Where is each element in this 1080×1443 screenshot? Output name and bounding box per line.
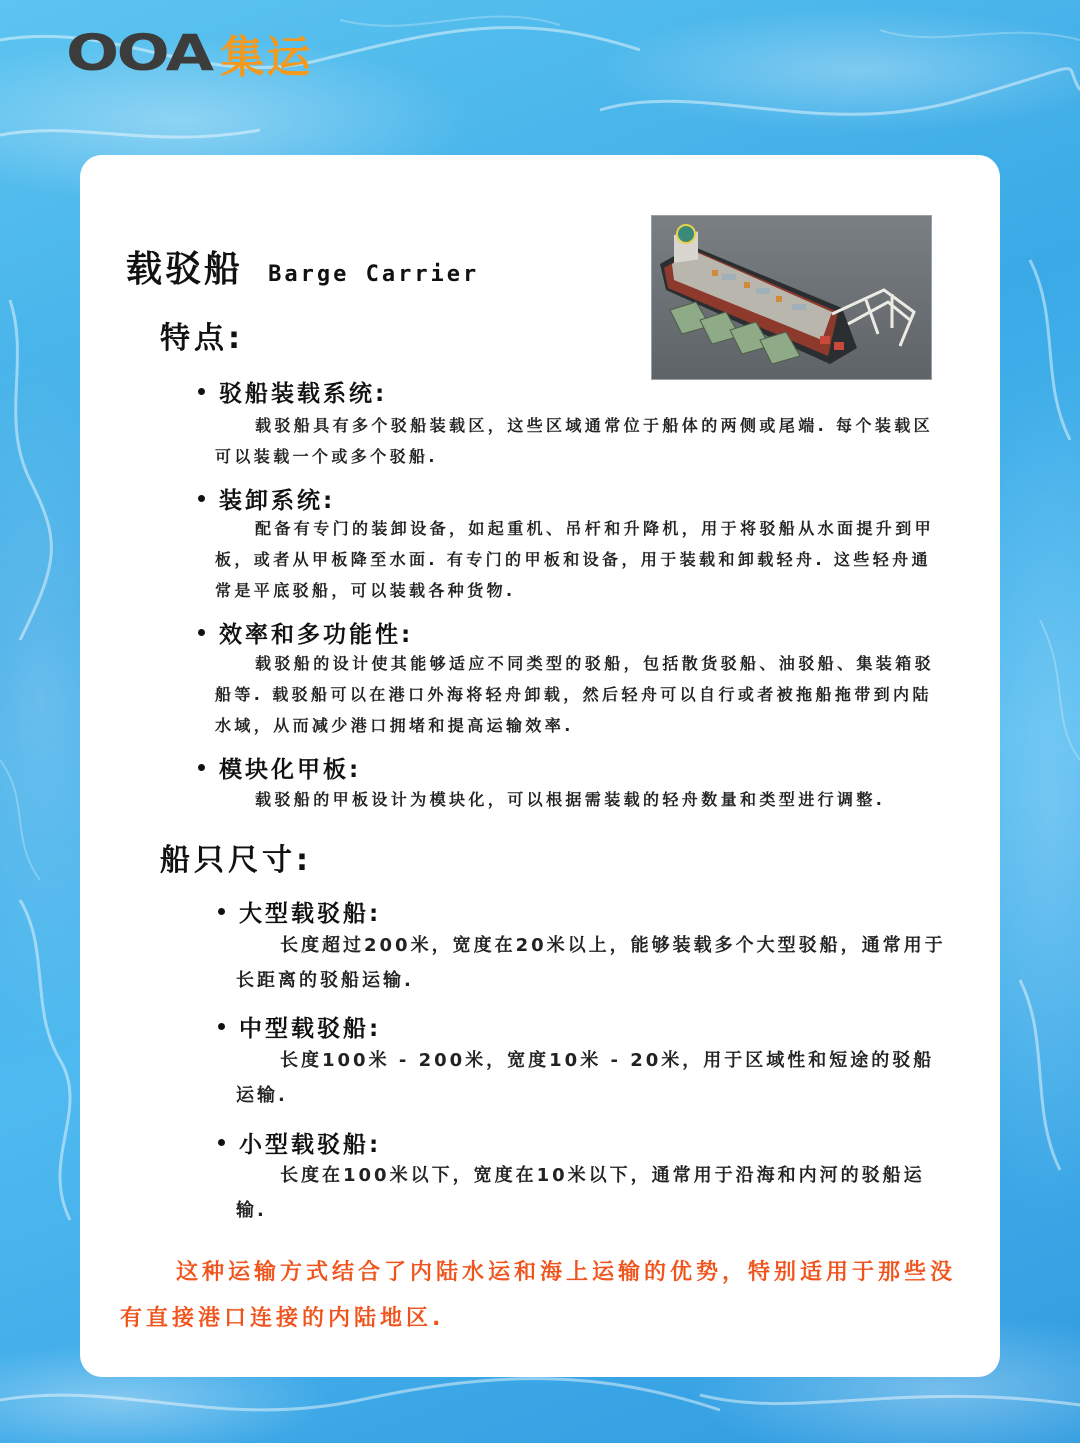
feature-item-title: 模块化甲板:: [198, 751, 361, 784]
conclusion-text: 这种运输方式结合了内陆水运和海上运输的优势，特别适用于那些没有直接港口连接的内陆地区.: [120, 1260, 957, 1331]
brand-logo: [66, 24, 313, 83]
features-heading: 特点:: [160, 321, 244, 356]
title-english: Barge Carrier: [268, 262, 480, 287]
size-item-title: 中型载驳船:: [218, 1010, 381, 1043]
bullet-dot-icon: [198, 764, 205, 771]
feature-item-title: 驳船装载系统:: [198, 375, 387, 408]
feature-item-text: 载驳船的甲板设计为模块化，可以根据需装载的轻舟数量和类型进行调整.: [255, 790, 886, 809]
feature-item-title: 装卸系统:: [198, 482, 335, 515]
bullet-dot-icon: [198, 629, 205, 636]
bullet-dot-icon: [198, 388, 205, 395]
size-item-title: 大型载驳船:: [218, 895, 381, 928]
sizes-heading: 船只尺寸:: [160, 843, 312, 878]
feature-item-text: 载驳船具有多个驳船装载区，这些区域通常位于船体的两侧或尾端. 每个装载区可以装载一个或多个驳船.: [215, 416, 934, 466]
bullet-dot-icon: [198, 495, 205, 502]
size-item-text: 长度超过200米，宽度在20米以上，能够装载多个大型驳船，通常用于长距离的驳船运输.: [236, 935, 946, 991]
feature-item-text: 载驳船的设计使其能够适应不同类型的驳船，包括散货驳船、油驳船、集装箱驳船等. 载驳船可以在港口外海将轻舟卸载，然后轻舟可以自行或者被拖船拖带到内陆水域，从而减少港口拥堵和提高运输效率.: [215, 654, 935, 735]
size-item-text: 长度100米 - 200米，宽度10米 - 20米，用于区域性和短途的驳船运输.: [236, 1050, 935, 1106]
bullet-dot-icon: [218, 1023, 225, 1030]
size-item-text: 长度在100米以下，宽度在10米以下，通常用于沿海和内河的驳船运输.: [236, 1165, 925, 1221]
feature-item-text: 配备有专门的装卸设备，如起重机、吊杆和升降机，用于将驳船从水面提升到甲板，或者从甲板降至水面. 有专门的甲板和设备，用于装载和卸载轻舟. 这些轻舟通常是平底驳船，可以装载各种货物.: [215, 519, 935, 600]
bullet-dot-icon: [218, 1139, 225, 1146]
feature-item-title: 效率和多功能性:: [198, 616, 413, 649]
logo-chinese: 集运: [220, 32, 313, 83]
title-chinese: 载驳船: [126, 249, 244, 290]
size-item-title: 小型载驳船:: [218, 1126, 381, 1159]
logo-latin: OOA: [66, 24, 212, 82]
content-card: [80, 155, 1000, 1377]
page-title: [126, 241, 479, 292]
bullet-dot-icon: [218, 908, 225, 915]
barge-carrier-photo: [651, 215, 932, 380]
